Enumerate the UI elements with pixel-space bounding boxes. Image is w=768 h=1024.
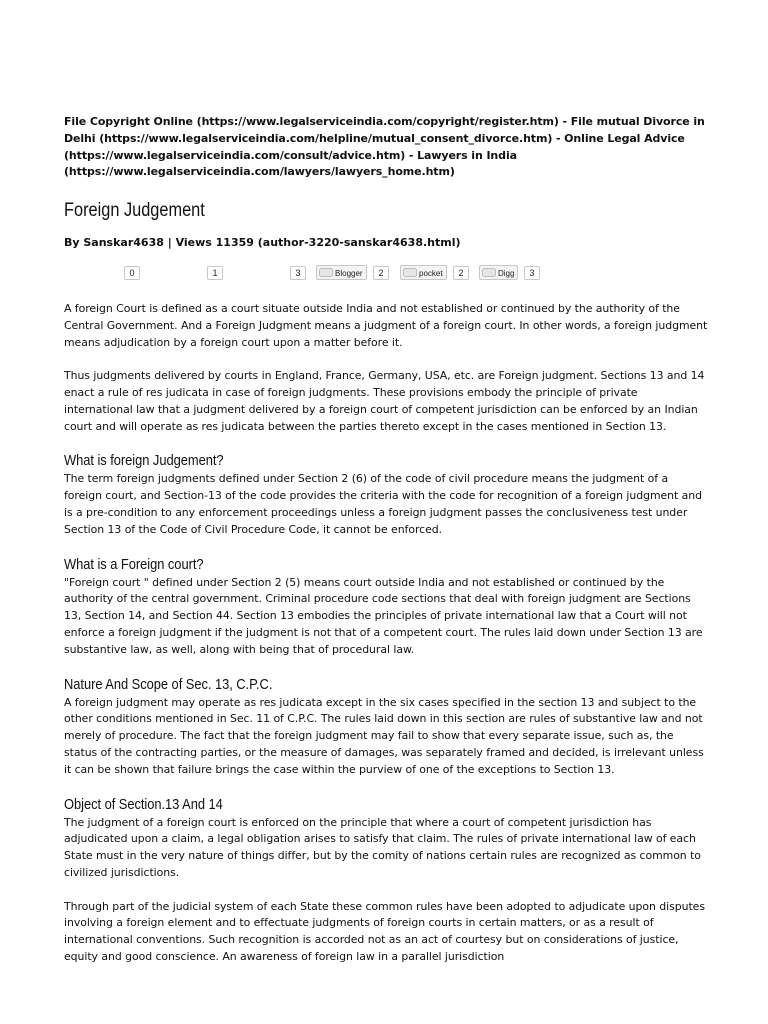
digg-count: 3 — [524, 266, 540, 280]
paragraph-res-judicata: Thus judgments delivered by courts in England, France, Germany, USA, etc. are Foreign judgment. Sections 13 and 14 enact a rule of res judicata in case of foreign judgments. These provisions embody the principle of private international law that a judgment delivered by a foreign court of competent jurisdiction can be enforced by an Indian court and will operate as res judicata between the parties thereto except in the cases mentioned in Section 13. — [64, 369, 705, 433]
heading-what-is-foreign-judgement: What is foreign Judgement? — [64, 452, 224, 470]
heading-nature-and-scope: Nature And Scope of Sec. 13, C.P.C. — [64, 675, 273, 693]
pocket-share-button[interactable] — [400, 265, 447, 280]
share-count-2: 1 — [207, 266, 223, 280]
digg-icon — [482, 268, 496, 277]
pocket-count: 2 — [453, 266, 469, 280]
paragraph-object: The judgment of a foreign court is enforced on the principle that where a court of competent jurisdiction has adjudicated upon a claim, a legal obligation arises to satisfy that claim. The rules of private international law of each State must in the very nature of things differ, but by the comity of nations certain rules are recognized as common to civilized jurisdictions. — [64, 815, 701, 879]
pocket-label: pocket — [419, 269, 443, 278]
paragraph-nature-scope: A foreign judgment may operate as res judicata except in the six cases specified in the section 13 and subject to the other conditions mentioned in Sec. 11 of C.P.C. The rules laid down in this section are rules of substantive law and not merely of procedure. The fact that the foreign judgment may fail to show that every separate issue, such as, the status of the contracting parties, or the measure of damages, was separately framed and decided, is irrelevant unless it can be shown that failure brings the case within the purview of one of the exceptions to Section 13. — [64, 695, 704, 776]
pocket-icon — [403, 268, 417, 277]
blogger-share-button[interactable] — [316, 265, 367, 280]
paragraph-intro: A foreign Court is defined as a court situate outside India and not established or continued by the authority of the Central Government. And a Foreign Judgment means a judgment of a foreign court. In other words, a foreign judgment means adjudication by a foreign court upon a matter before it. — [64, 302, 708, 349]
share-count-3: 3 — [290, 266, 306, 280]
blogger-icon — [319, 268, 333, 277]
author-byline[interactable]: By Sanskar4638 | Views 11359 (author-3220-sanskar4638.html) — [64, 236, 461, 249]
blogger-count: 2 — [373, 266, 389, 280]
heading-what-is-foreign-court: What is a Foreign court? — [64, 555, 204, 573]
share-count-1: 0 — [124, 266, 140, 280]
article-body — [64, 301, 709, 966]
heading-object-of-section: Object of Section.13 And 14 — [64, 795, 223, 813]
paragraph-definition: The term foreign judgments defined under Section 2 (6) of the code of civil procedure means the judgment of a foreign court, and Section-13 of the code provides the criteria with the code for recognition of a foreign judgment and is a pre-condition to any enforcement proceedings unless a foreign judgment passes the conclusiveness test under Section 13 of the Code of Civil Procedure Code, it cannot be enforced. — [64, 472, 703, 536]
blogger-label: Blogger — [335, 269, 363, 278]
digg-share-button[interactable] — [479, 265, 518, 280]
digg-label: Digg — [498, 269, 515, 278]
page-title: Foreign Judgement — [64, 200, 205, 221]
paragraph-recognition: Through part of the judicial system of each State these common rules have been adopted to adjudicate upon disputes involving a foreign element and to effectuate judgments of foreign courts in certain matters, or as a result of international conventions. Such recognition is accorded not as an act of courtesy but on considerations of justice, equity and good conscience. An awareness of foreign law in a parallel jurisdiction — [64, 899, 705, 963]
top-links[interactable]: File Copyright Online (https://www.legalserviceindia.com/copyright/register.htm) - File mutual Divorce in Delhi (https://www.legalserviceindia.com/helpline/mutual_consent_divorce.htm) - Online Legal Advice (https://www.legalserviceindia.com/consult/advice.htm) - Lawyers in India (https://www.legalserviceindia.com/lawyers/lawyers_home.htm) — [64, 115, 705, 179]
paragraph-foreign-court: "Foreign court " defined under Section 2 (5) means court outside India and not established or continued by the authority of the central government. Criminal procedure code sections that deal with foreign judgment are Sections 13, Section 14, and Section 44. Section 13 embodies the principles of private international law that a Court will not enforce a foreign judgment if the judgment is not that of a competent court. The rules laid down under Section 13 are substantive law, as well, along with being that of procedural law. — [64, 575, 703, 656]
